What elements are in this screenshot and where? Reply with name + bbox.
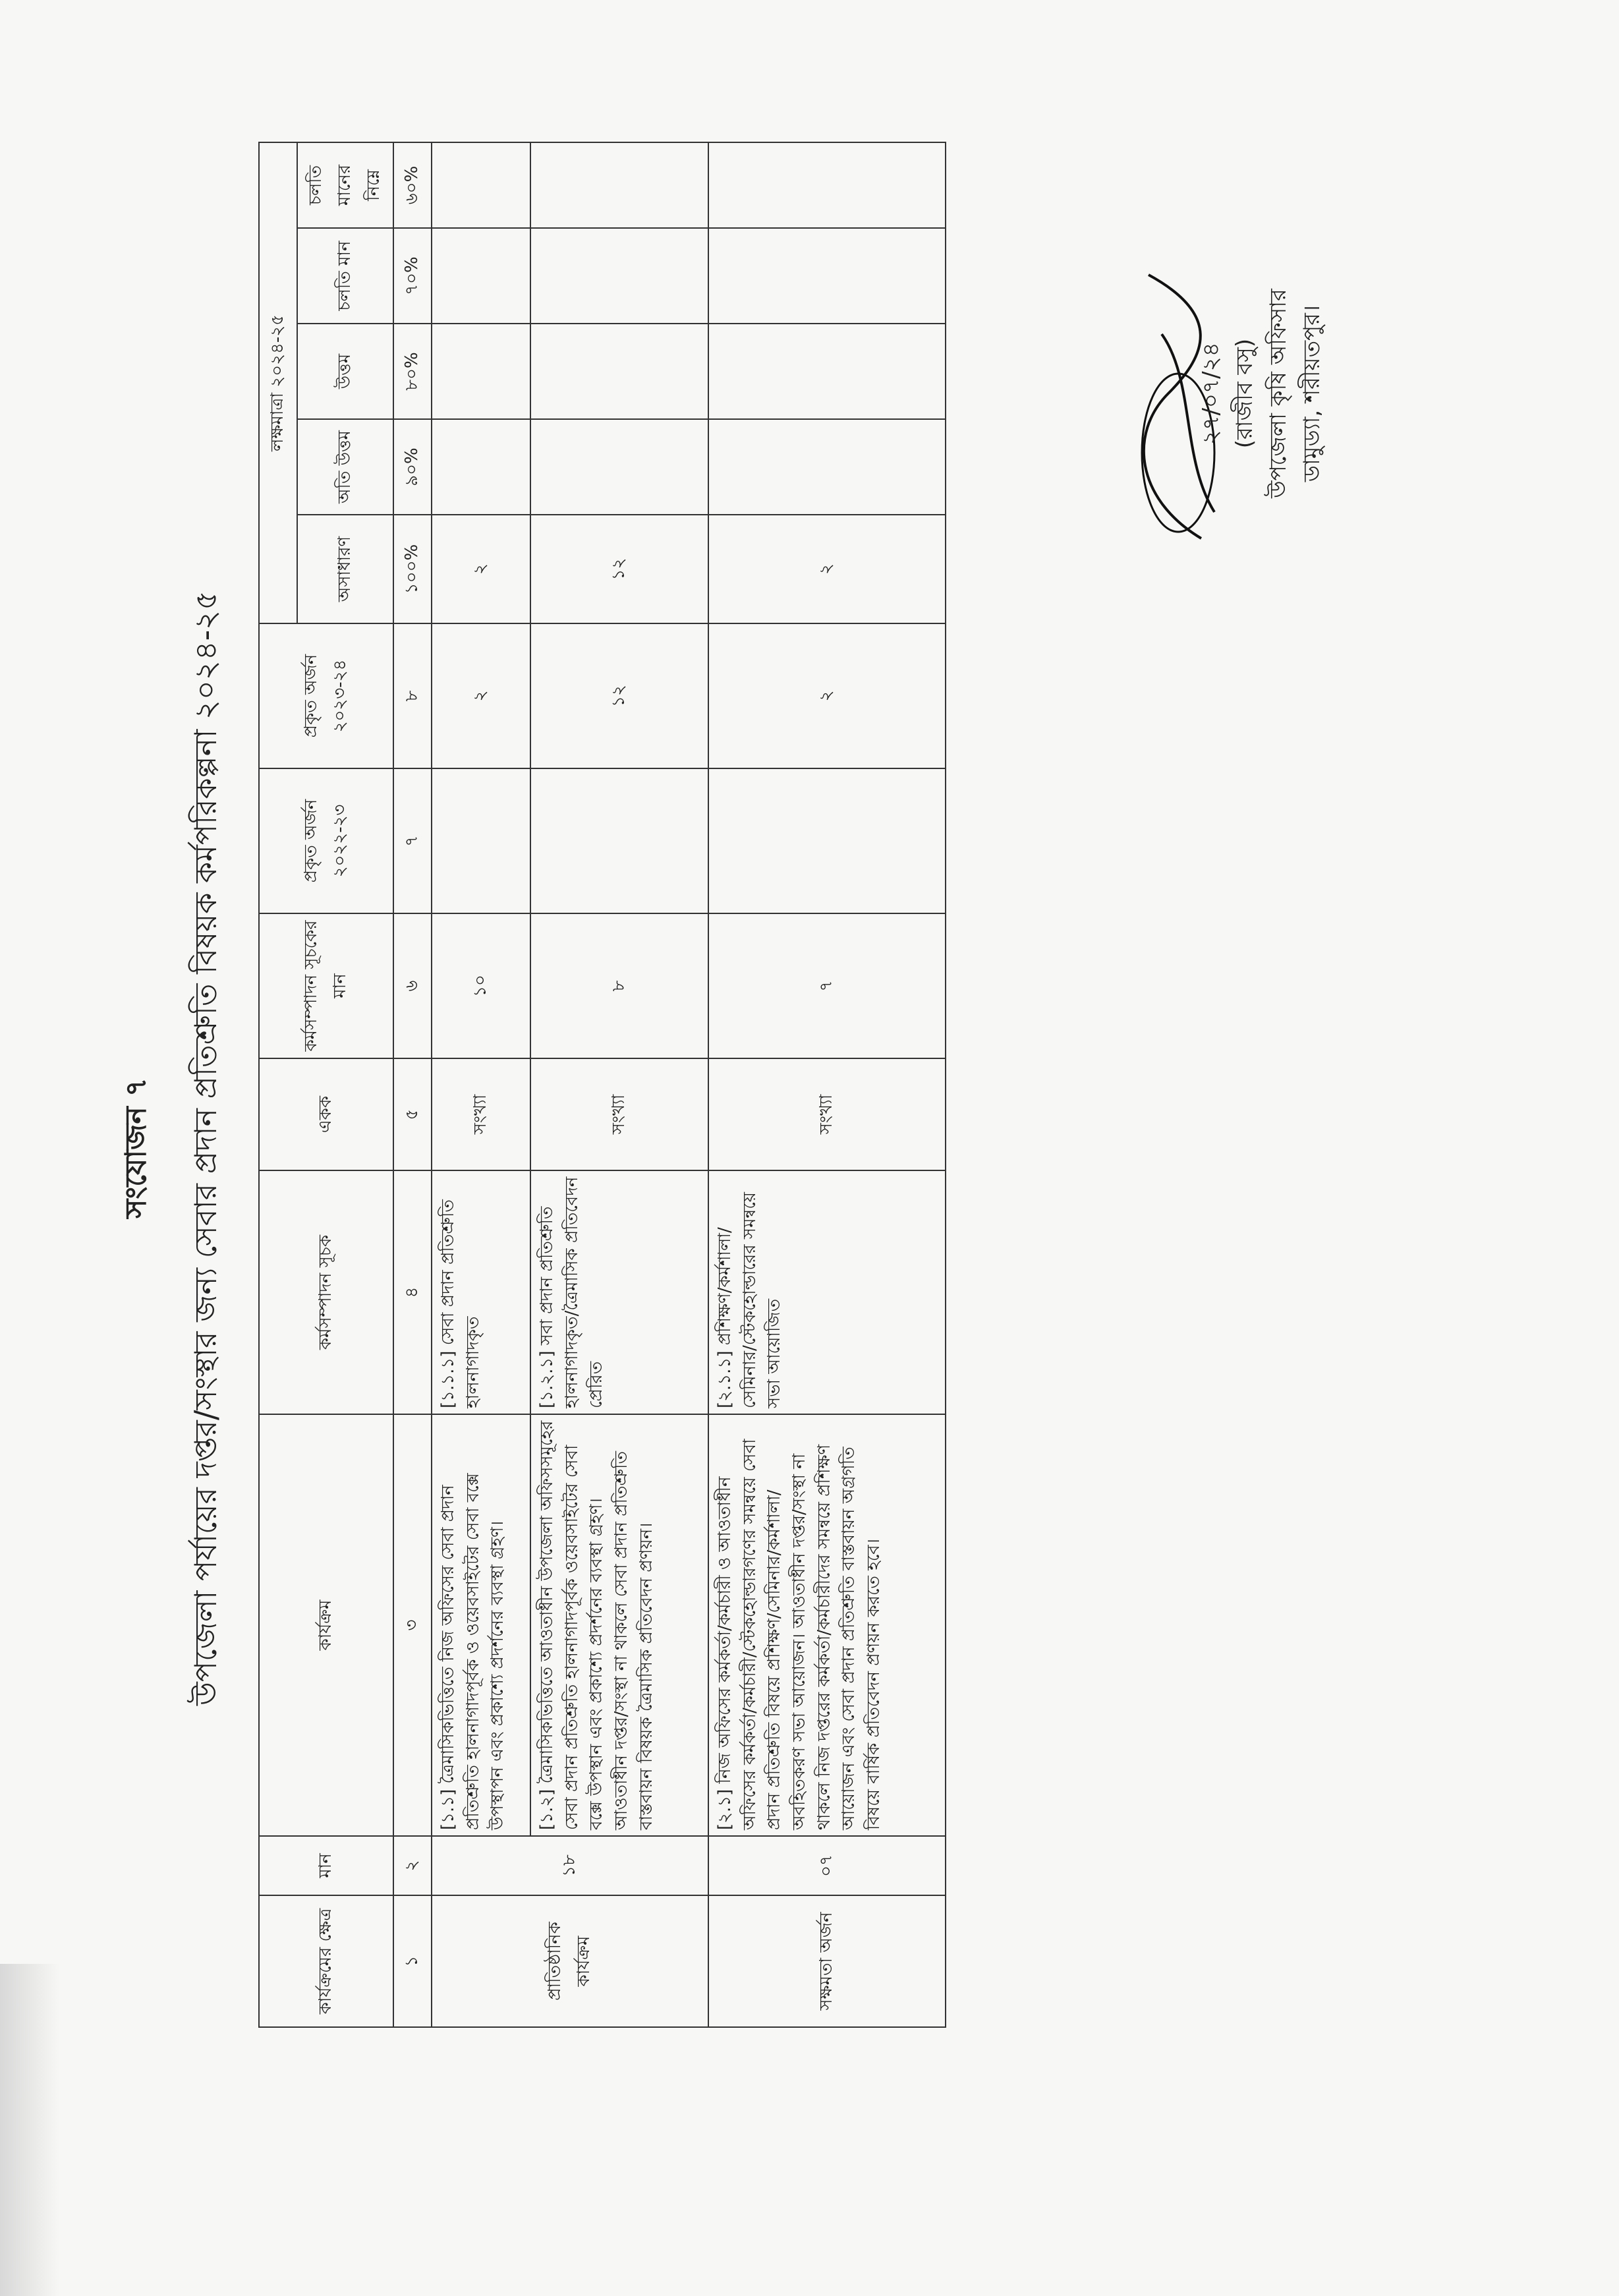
num-cell: ৭ xyxy=(393,768,432,913)
actual-2022-cell xyxy=(530,768,708,913)
pct-cell: ৬০% xyxy=(393,142,432,228)
actual-2023-cell: ২ xyxy=(708,623,946,768)
area-cell: প্রাতিষ্ঠানিক কার্যক্রম xyxy=(432,1895,708,2027)
target-1-cell: ২ xyxy=(708,515,946,623)
header-row-1 xyxy=(259,142,297,2027)
activity-cell: [২.১] নিজ অফিসের কর্মকর্তা/কর্মচারী ও আওতাধীন অফিসের কর্মকর্তা/কর্মচারী/স্টেকহোল্ডারগণের সমন্বয়ে সেবা প্রদান প্রতিশ্রুতি বিষয়ে প্রশিক্ষণ/সেমিনার/কর্মশালা/অবহিতকরণ সভা আয়োজন। আওতাধীন দপ্তর/সংস্থা না থাকলে নিজ দপ্তরের কর্মকর্তা/কর্মচারীদের সমন্বয়ে প্রশিক্ষণ আয়োজন এবং সেবা প্রদান প্রতিশ্রুতি বাস্তবায়ন অগ্রগতি বিষয়ে বার্ষিক প্রতিবেদন প্রণয়ন করতে হবে। xyxy=(708,1414,946,1836)
table-row-1-1 xyxy=(432,142,530,2027)
indicator-weight-cell: ১০ xyxy=(432,913,530,1058)
num-cell: ৫ xyxy=(393,1058,432,1170)
unit-cell: সংখ্যা xyxy=(530,1058,708,1170)
target-5-cell xyxy=(530,142,708,228)
target-3-cell xyxy=(708,324,946,419)
scan-edge-shadow xyxy=(0,1964,59,2296)
target-2-cell xyxy=(432,419,530,515)
target-5-cell xyxy=(432,142,530,228)
pct-cell: ৮০% xyxy=(393,324,432,419)
th-target-5: চলতি মানের নিম্নে xyxy=(297,142,393,228)
table-row-1-2 xyxy=(530,142,708,2027)
indicator-weight-cell: ৭ xyxy=(708,913,946,1058)
th-unit: একক xyxy=(259,1058,393,1170)
th-target-1: অসাধারণ xyxy=(297,515,393,623)
numbering-row xyxy=(393,142,432,2027)
document-title: উপজেলা পর্যায়ের দপ্তর/সংস্থার জন্য সেবার প্রদান প্রতিশ্রুতি বিষয়ক কর্মপরিকল্পনা ২০২৪-২৫ xyxy=(188,590,223,1706)
num-cell: ৬ xyxy=(393,913,432,1058)
pct-cell: ১০০% xyxy=(393,515,432,623)
rotated-page xyxy=(107,110,1511,2186)
target-4-cell xyxy=(530,228,708,324)
activity-cell: [১.১] ত্রৈমাসিকভিত্তিতে নিজ অফিসের সেবা প্রদান প্রতিশ্রুতি হালনাগাদপূর্বক ও ওয়েবসাইটের সেবা বক্সে উপস্থাপন এবং প্রকাশ্যে প্রদর্শনের ব্যবস্থা গ্রহণ। xyxy=(432,1414,530,1836)
target-5-cell xyxy=(708,142,946,228)
activity-cell: [১.২] ত্রৈমাসিকভিত্তিতে আওতাধীন উপজেলা অফিসসমূহের সেবা প্রদান প্রতিশ্রুতি হালনাগাদপূর্বক ওয়েবসাইটের সেবা বক্সে উপস্থান এবং প্রকাশ্যে প্রদর্শনের ব্যবস্থা গ্রহণ। আওতাধীন দপ্তর/সংস্থা না থাকলে সেবা প্রদান প্রতিশ্রুতি বাস্তবায়ন বিষয়ক ত্রৈমাসিক প্রতিবেদন প্রণয়ন। xyxy=(530,1414,708,1836)
signatory-name: (রাজীব বসু) xyxy=(1232,338,1258,449)
th-target-2: অতি উত্তম xyxy=(297,419,393,515)
target-3-cell xyxy=(432,324,530,419)
signature-block xyxy=(1195,222,1329,565)
target-2-cell xyxy=(708,419,946,515)
annex-heading: সংযোজন ৭ xyxy=(119,1077,153,1219)
th-weight: মান xyxy=(259,1836,393,1895)
target-2-cell xyxy=(530,419,708,515)
target-4-cell xyxy=(708,228,946,324)
indicator-cell: [১.২.১] সবা প্রদান প্রতিশ্রুতি হালনাগাদকৃত/ত্রৈমাসিক প্রতিবেদন প্রেরিত xyxy=(530,1170,708,1414)
signature-date: ২৭/০৭/২৪ xyxy=(1198,342,1224,445)
unit-cell: সংখ্যা xyxy=(708,1058,946,1170)
indicator-cell: [২.১.১] প্রশিক্ষণ/কর্মশালা/সেমিনার/স্টেকহোল্ডারের সমন্বয়ে সভা আয়োজিত xyxy=(708,1170,946,1414)
actual-2022-cell xyxy=(432,768,530,913)
target-3-cell xyxy=(530,324,708,419)
th-activity: কার্যক্রম xyxy=(259,1414,393,1836)
action-plan-table xyxy=(258,142,946,2028)
num-cell: ৮ xyxy=(393,623,432,768)
th-target: লক্ষমাত্রা ২০২৪-২৫ xyxy=(259,142,297,623)
th-indicator-weight: কর্মসম্পাদন সূচকের মান xyxy=(259,913,393,1058)
actual-2022-cell xyxy=(708,768,946,913)
weight-cell: ০৭ xyxy=(708,1836,946,1895)
th-actual-2022: প্রকৃত অর্জন ২০২২-২৩ xyxy=(259,768,393,913)
th-indicator: কর্মসম্পাদন সূচক xyxy=(259,1170,393,1414)
signatory-place: ডামুড্যা, শরীয়তপুর। xyxy=(1299,304,1325,482)
indicator-cell: [১.১.১] সেবা প্রদান প্রতিশ্রুতি হালনাগাদকৃত xyxy=(432,1170,530,1414)
indicator-weight-cell: ৮ xyxy=(530,913,708,1058)
signatory-designation: উপজেলা কৃষি অফিসার xyxy=(1265,289,1292,498)
target-1-cell: ২ xyxy=(432,515,530,623)
actual-2023-cell: ১২ xyxy=(530,623,708,768)
th-actual-2023: প্রকৃত অর্জন ২০২৩-২৪ xyxy=(259,623,393,768)
target-1-cell: ১২ xyxy=(530,515,708,623)
th-target-4: চলতি মান xyxy=(297,228,393,324)
target-4-cell xyxy=(432,228,530,324)
num-cell: ১ xyxy=(393,1895,432,2027)
num-cell: ৩ xyxy=(393,1414,432,1836)
pct-cell: ৯০% xyxy=(393,419,432,515)
table-row-2 xyxy=(708,142,946,2027)
weight-cell: ১৮ xyxy=(432,1836,708,1895)
actual-2023-cell: ২ xyxy=(432,623,530,768)
th-target-3: উত্তম xyxy=(297,324,393,419)
th-area: কার্যক্রমের ক্ষেত্র xyxy=(259,1895,393,2027)
num-cell: ৪ xyxy=(393,1170,432,1414)
num-cell: ২ xyxy=(393,1836,432,1895)
area-cell: সক্ষমতা অর্জন xyxy=(708,1895,946,2027)
pct-cell: ৭০% xyxy=(393,228,432,324)
unit-cell: সংখ্যা xyxy=(432,1058,530,1170)
